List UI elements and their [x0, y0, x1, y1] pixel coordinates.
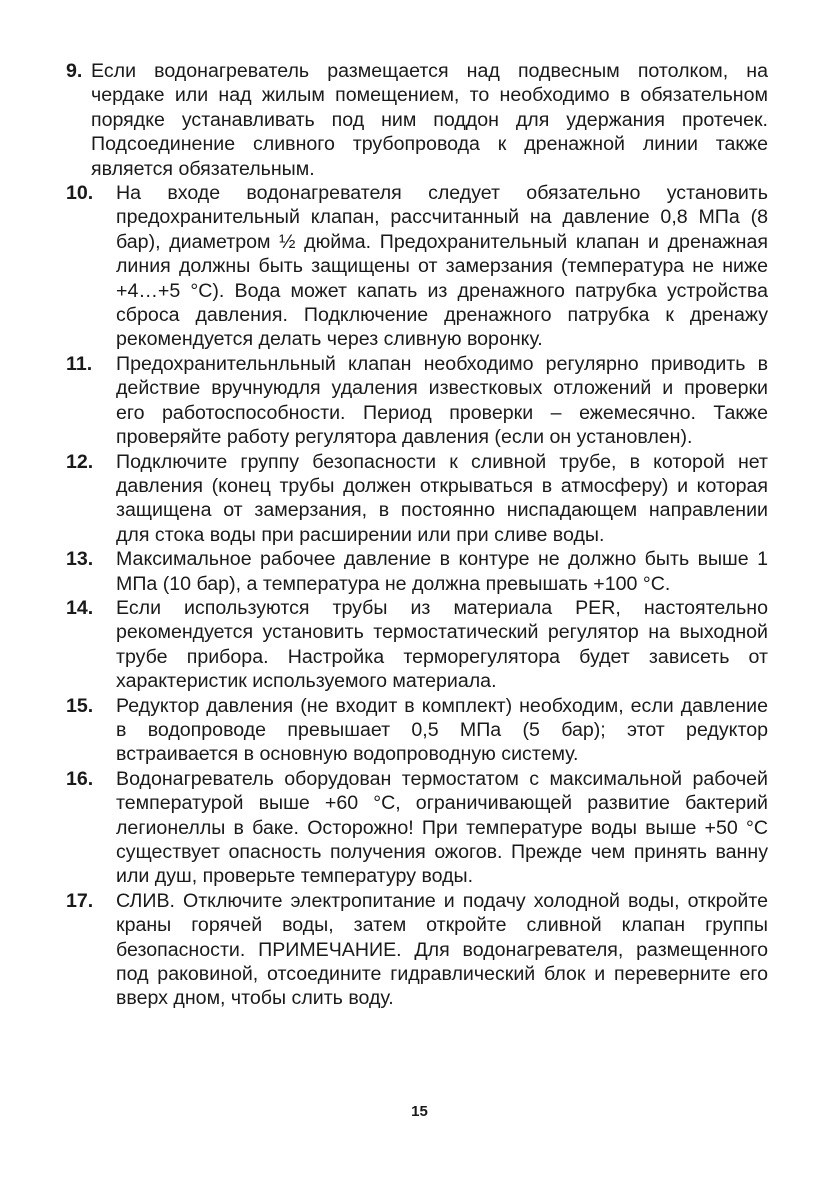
- list-item: [66, 547, 768, 596]
- page-number: 15: [411, 1103, 428, 1120]
- item-text: Водонагреватель оборудован термостатом с максимальной рабочей температурой выше +60 °C, ограничивающей развитие бактерий легионеллы в баке. Осторожно! При температуре воды выше +50 °C существует опасность получения ожогов. Прежде чем принять ванну или душ, проверьте температуру воды.: [116, 767, 768, 888]
- list-item: [66, 450, 768, 548]
- list-item: [66, 767, 768, 889]
- instruction-list: [66, 59, 768, 1011]
- item-number: 10.: [66, 182, 94, 205]
- item-text: СЛИВ. Отключите электропитание и подачу холодной воды, откройте краны горячей воды, затем откройте сливной клапан группы безопасности. ПРИМЕЧАНИЕ. Для водонагревателя, размещенного под раковиной, отсоедините гидравлический блок и переверните его вверх дном, чтобы слить воду.: [116, 889, 768, 1010]
- list-item: [66, 694, 768, 767]
- item-text: Подключите группу безопасности к сливной трубе, в которой нет давления (конец трубы должен открываться в атмосферу) и которая защищена от замерзания, в постоянно ниспадающем направлении для стока воды при расширении или при сливе воды.: [116, 450, 768, 546]
- item-number: 9.: [66, 60, 83, 82]
- list-item: [66, 889, 768, 1011]
- item-number: 16.: [66, 767, 94, 790]
- item-text: Если водонагреватель размещается над подвесным потолком, на чердаке или над жилым помещением, то необходимо в обязательном порядке устанавливать под ним поддон для удержания протечек. Подсоединение сливного трубопровода к дренажной линии также является обязательным.: [91, 60, 768, 180]
- item-text: Максимальное рабочее давление в контуре не должно быть выше 1 МПа (10 бар), а температура не должна превышать +100 °C.: [116, 548, 768, 595]
- list-item: [66, 596, 768, 694]
- item-number: 15.: [66, 694, 94, 717]
- item-text: На входе водонагревателя следует обязательно установить предохранительный клапан, рассчитанный на давление 0,8 МПа (8 бар), диаметром ½ дюйма. Предохранительный клапан и дренажная линия должны быть защищены от замерзания (температура не ниже +4…+5 °C). Вода может капать из дренажного патрубка устройства сброса давления. Подключение дренажного патрубка к дренажу рекомендуется делать через сливную воронку.: [116, 182, 768, 351]
- list-item: [66, 59, 768, 181]
- list-item: [66, 352, 768, 450]
- item-number: 12.: [66, 450, 94, 473]
- item-number: 17.: [66, 889, 94, 912]
- item-text: Предохранительнльный клапан необходимо регулярно приводить в действие вручнуюдля удаления известковых отложений и проверки его работоспособности. Период проверки – ежемесячно. Также проверяйте работу регулятора давления (если он установлен).: [116, 352, 768, 449]
- item-number: 11.: [66, 352, 93, 375]
- item-number: 14.: [66, 596, 94, 619]
- list-item: [66, 181, 768, 352]
- item-number: 13.: [66, 548, 94, 571]
- item-text: Редуктор давления (не входит в комплект) необходим, если давление в водопроводе превышает 0,5 МПа (5 бар); этот редуктор встраивается в основную водопроводную систему.: [116, 694, 768, 766]
- item-text: Если используются трубы из материала PER, настоятельно рекомендуется установить термостатический регулятор на выходной трубе прибора. Настройка терморегулятора будет зависеть от характеристик используемого материала.: [116, 596, 768, 693]
